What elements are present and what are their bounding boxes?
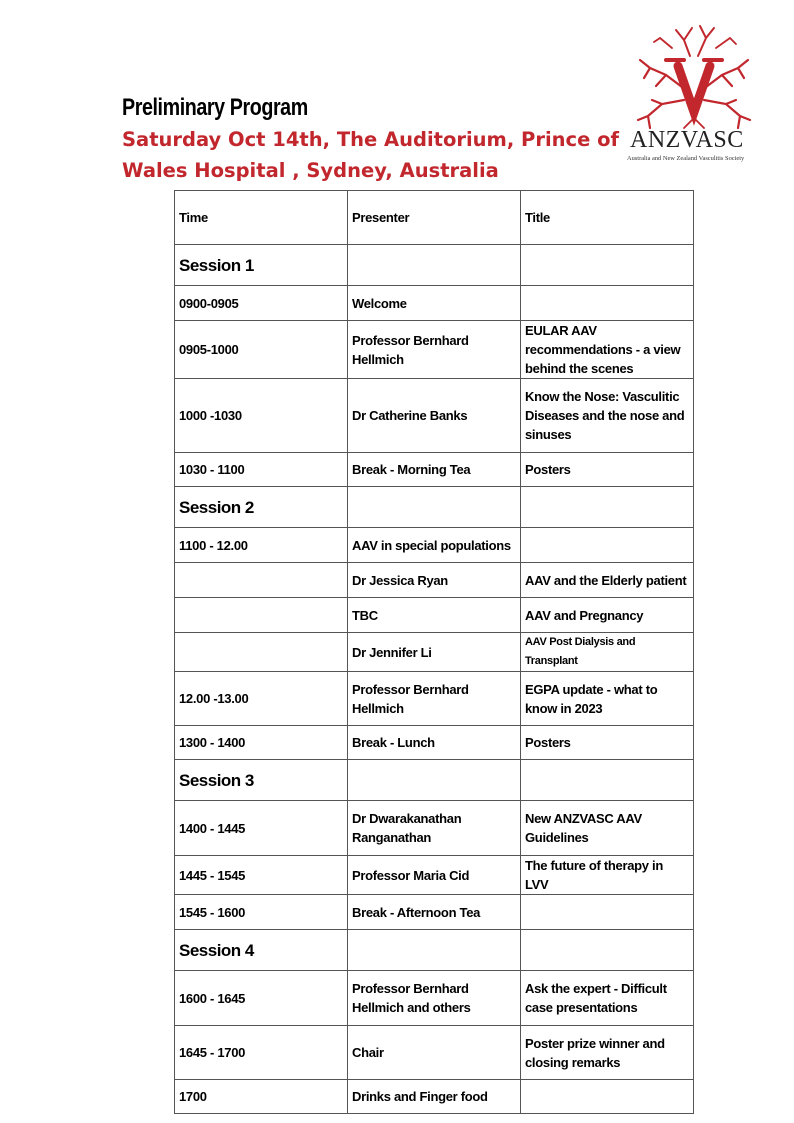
time-cell: 1300 - 1400	[175, 726, 348, 760]
table-row	[175, 321, 694, 379]
presenter-cell	[348, 487, 521, 528]
table-row	[175, 528, 694, 563]
time-cell: 1030 - 1100	[175, 453, 348, 487]
time-cell: 1400 - 1445	[175, 801, 348, 856]
table-row	[175, 633, 694, 672]
presenter-cell	[348, 760, 521, 801]
table-row	[175, 971, 694, 1026]
session-label: Session 3	[175, 760, 348, 801]
table-row	[175, 672, 694, 726]
time-cell: 1100 - 12.00	[175, 528, 348, 563]
time-cell: 1445 - 1545	[175, 856, 348, 895]
presenter-cell: Professor Bernhard Hellmich	[348, 321, 521, 379]
time-cell: 1545 - 1600	[175, 895, 348, 930]
time-cell: 1700	[175, 1080, 348, 1114]
table-row	[175, 726, 694, 760]
title-cell: EULAR AAV recommendations - a view behind the scenes	[521, 321, 694, 379]
presenter-cell: Dr Jessica Ryan	[348, 563, 521, 598]
table-row	[175, 1026, 694, 1080]
title-cell	[521, 895, 694, 930]
event-details-line-2: Wales Hospital , Sydney, Australia	[122, 159, 499, 182]
logo-tagline: Australia and New Zealand Vasculitis Society	[627, 155, 745, 162]
time-cell	[175, 598, 348, 633]
title-cell: Posters	[521, 453, 694, 487]
title-cell: AAV Post Dialysis and Transplant	[521, 633, 694, 672]
header-presenter: Presenter	[348, 191, 521, 245]
time-cell	[175, 633, 348, 672]
session-label: Session 4	[175, 930, 348, 971]
title-cell	[521, 487, 694, 528]
program-table	[174, 190, 694, 1114]
table-row	[175, 563, 694, 598]
table-row	[175, 598, 694, 633]
table-row	[175, 1080, 694, 1114]
title-cell	[521, 760, 694, 801]
logo-wordmark: ANZVASC	[630, 127, 744, 153]
title-cell: AAV and the Elderly patient	[521, 563, 694, 598]
time-cell: 1000 -1030	[175, 379, 348, 453]
table-row	[175, 487, 694, 528]
title-cell: Posters	[521, 726, 694, 760]
presenter-cell: Professor Bernhard Hellmich	[348, 672, 521, 726]
table-header-row	[175, 191, 694, 245]
presenter-cell: Break - Afternoon Tea	[348, 895, 521, 930]
table-row	[175, 856, 694, 895]
table-row	[175, 245, 694, 286]
event-details-line-1: Saturday Oct 14th, The Auditorium, Prince of	[122, 128, 619, 151]
session-label: Session 2	[175, 487, 348, 528]
presenter-cell: Professor Maria Cid	[348, 856, 521, 895]
presenter-cell: TBC	[348, 598, 521, 633]
table-row	[175, 895, 694, 930]
title-cell: Know the Nose: Vasculitic Diseases and the nose and sinuses	[521, 379, 694, 453]
session-label: Session 1	[175, 245, 348, 286]
presenter-cell: Dr Dwarakanathan Ranganathan	[348, 801, 521, 856]
table-row	[175, 453, 694, 487]
title-cell: Poster prize winner and closing remarks	[521, 1026, 694, 1080]
title-cell: EGPA update - what to know in 2023	[521, 672, 694, 726]
title-cell	[521, 1080, 694, 1114]
time-cell: 1600 - 1645	[175, 971, 348, 1026]
presenter-cell: Professor Bernhard Hellmich and others	[348, 971, 521, 1026]
title-cell	[521, 286, 694, 321]
presenter-cell: Drinks and Finger food	[348, 1080, 521, 1114]
presenter-cell	[348, 930, 521, 971]
presenter-cell: Break - Lunch	[348, 726, 521, 760]
time-cell	[175, 563, 348, 598]
title-cell: New ANZVASC AAV Guidelines	[521, 801, 694, 856]
table-row	[175, 930, 694, 971]
title-cell	[521, 528, 694, 563]
title-cell: Ask the expert - Difficult case presentations	[521, 971, 694, 1026]
title-cell: AAV and Pregnancy	[521, 598, 694, 633]
title-cell: The future of therapy in LVV	[521, 856, 694, 895]
presenter-cell: Welcome	[348, 286, 521, 321]
time-cell: 1645 - 1700	[175, 1026, 348, 1080]
presenter-cell	[348, 245, 521, 286]
table-row	[175, 286, 694, 321]
title-cell	[521, 245, 694, 286]
header-title: Title	[521, 191, 694, 245]
time-cell: 0900-0905	[175, 286, 348, 321]
header-time: Time	[175, 191, 348, 245]
table-row	[175, 760, 694, 801]
time-cell: 12.00 -13.00	[175, 672, 348, 726]
presenter-cell: Break - Morning Tea	[348, 453, 521, 487]
table-row	[175, 801, 694, 856]
time-cell: 0905-1000	[175, 321, 348, 379]
page-title: Preliminary Program	[122, 94, 308, 121]
event-details	[122, 124, 622, 186]
presenter-cell: Chair	[348, 1026, 521, 1080]
presenter-cell: AAV in special populations	[348, 528, 521, 563]
presenter-cell: Dr Catherine Banks	[348, 379, 521, 453]
presenter-cell: Dr Jennifer Li	[348, 633, 521, 672]
title-cell	[521, 930, 694, 971]
table-row	[175, 379, 694, 453]
